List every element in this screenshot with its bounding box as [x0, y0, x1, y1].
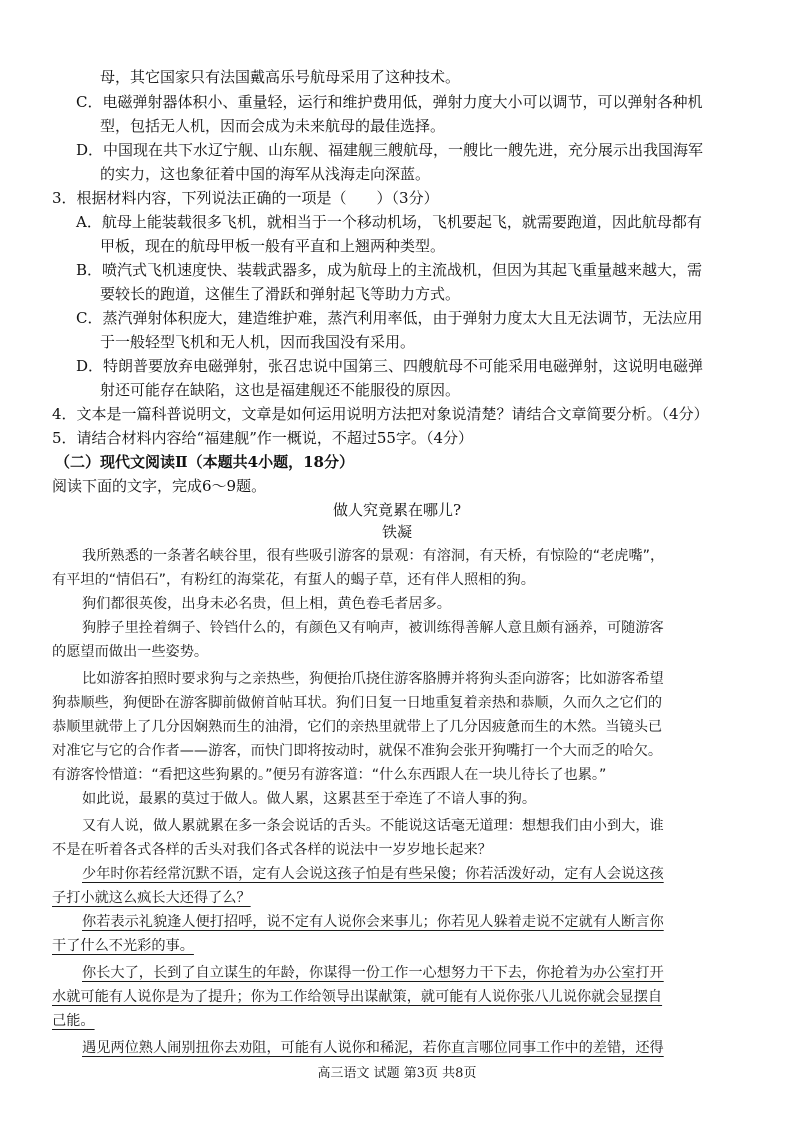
reading-instruction: 阅读下面的文字，完成6～9题。: [52, 477, 267, 495]
underlined-text-line: 干了什么不光彩的事。: [52, 938, 194, 954]
underlined-text-line: 己能。: [52, 1013, 95, 1029]
text-line: D．特朗普要放弃电磁弹射，张召忠说中国第三、四艘航母不可能采用电磁弹射，这说明电磁弹: [76, 357, 704, 375]
article-line: 又有人说，做人累就累在多一条会说话的舌头。不能说这话毫无道理：想想我们由小到大，谁: [82, 818, 664, 834]
text-line: B．喷汽式飞机速度快、装载武器多，成为航母上的主流战机，但因为其起飞重量越来越大，需: [76, 261, 703, 279]
article-line: 比如游客拍照时要求狗与之亲热些，狗便抬爪挠住游客胳膊并将狗头歪向游客；比如游客希望: [82, 671, 664, 687]
text-line: D．中国现在共下水辽宁舰、山东舰、福建舰三艘航母，一艘比一艘先进，充分展示出我国海军: [76, 141, 704, 159]
text-line: C．电磁弹射器体积小、重量轻，运行和维护费用低，弹射力度大小可以调节，可以弹射各种机: [76, 93, 703, 111]
text-line: 5．请结合材料内容给“福建舰”作一概说，不超过55字。（4分）: [52, 429, 474, 447]
underlined-text-line: 子打小就这么疯长大还得了么？: [52, 890, 251, 906]
text-line: A．航母上能装载很多飞机，就相当于一个移动机场，飞机要起飞，就需要跑道，因此航母都有: [76, 213, 702, 231]
article-line: 恭顺里就带上了几分因娴熟而生的油滑，它们的亲热里就带上了几分因疲惫而生的木然。当镜头已: [52, 719, 663, 735]
text-line: C．蒸汽弹射体积庞大，建造维护难，蒸汽利用率低，由于弹射力度太大且无法调节，无法应用: [76, 309, 703, 327]
text-line: 射还可能存在缺陷，这也是福建舰还不能服役的原因。: [100, 381, 461, 399]
article-line: 狗们都很英俊，出身未必名贵，但上相，黄色卷毛者居多。: [82, 596, 451, 612]
text-line: 型，包括无人机，因而会成为未来航母的最佳选择。: [100, 117, 446, 135]
underlined-text-line: 遇见两位熟人闹别扭你去劝阻，可能有人说你和稀泥，若你直言哪位同事工作中的差错，还得: [82, 1040, 664, 1056]
article-line: 我所熟悉的一条著名峡谷里，很有些吸引游客的景观：有溶洞，有天桥，有惊险的“老虎嘴”，: [82, 548, 665, 564]
article-line: 狗脖子里拴着绸子、铃铛什么的，有颜色又有响声，被训练得善解人意且颇有涵养，可随游客: [82, 620, 664, 636]
text-line: 于一般轻型飞机和无人机，因而我国没有采用。: [100, 333, 416, 351]
page-footer: 高三语文 试题 第3页 共8页: [317, 1066, 477, 1081]
text-line: 母，其它国家只有法国戴高乐号航母采用了这种技术。: [100, 68, 461, 86]
article-line: 不是在听着各式各样的舌头对我们各式各样的说法中一岁岁地长起来？: [52, 842, 492, 858]
article-author: 铁凝: [381, 523, 412, 541]
section-heading: （二）现代文阅读Ⅱ（本题共4小题，18分）: [55, 453, 354, 471]
article-line: 有平坦的“情侣石”，有粉红的海棠花，有蜇人的蝎子草，还有伴人照相的狗。: [52, 572, 535, 588]
text-line: 要较长的跑道，这催生了滑跃和弹射起飞等助力方式。: [100, 285, 461, 303]
text-line: 的实力，这也象征着中国的海军从浅海走向深蓝。: [100, 165, 431, 183]
article-line: 的愿望而做出一些姿势。: [52, 644, 209, 660]
text-line: 3．根据材料内容，下列说法正确的一项是（ ）（3分）: [52, 189, 439, 207]
underlined-text-line: 你长大了，长到了自立谋生的年龄，你谋得一份工作一心想努力干下去，你抢着为办公室打开: [82, 965, 664, 981]
article-title: 做人究竟累在哪儿?: [332, 501, 462, 519]
underlined-text-line: 水就可能有人说你是为了提升；你为工作给领导出谋献策，就可能有人说你张八儿说你就会显摆自: [52, 989, 663, 1005]
underlined-text-line: 少年时你若经常沉默不语，定有人会说这孩子怕是有些呆傻；你若活泼好动，定有人会说这孩: [82, 866, 664, 882]
article-line: 如此说，最累的莫过于做人。做人累，这累甚至于牵连了不谙人事的狗。: [82, 791, 537, 807]
article-line: 狗恭顺些，狗便卧在游客脚前做俯首帖耳状。狗们日复一日地重复着亲热和恭顺，久而久之它们的: [52, 695, 663, 711]
text-line: 4．文本是一篇科普说明文，文章是如何运用说明方法把对象说清楚？请结合文章简要分析。（4分）: [52, 405, 709, 423]
underlined-text-line: 你若表示礼貌逢人便打招呼，说不定有人说你会来事儿；你若见人躲着走说不定就有人断言你: [82, 914, 664, 930]
article-line: 对准它与它的合作者——游客，而快门即将按动时，就保不准狗会张开狗嘴打一个大而乏的哈欠。: [52, 743, 663, 759]
article-line: 有游客怜惜道：“看把这些狗累的。”便另有游客道：“什么东西跟人在一块儿待长了也累。”: [52, 767, 607, 783]
text-line: 甲板，现在的航母甲板一般有平直和上翘两种类型。: [100, 237, 446, 255]
